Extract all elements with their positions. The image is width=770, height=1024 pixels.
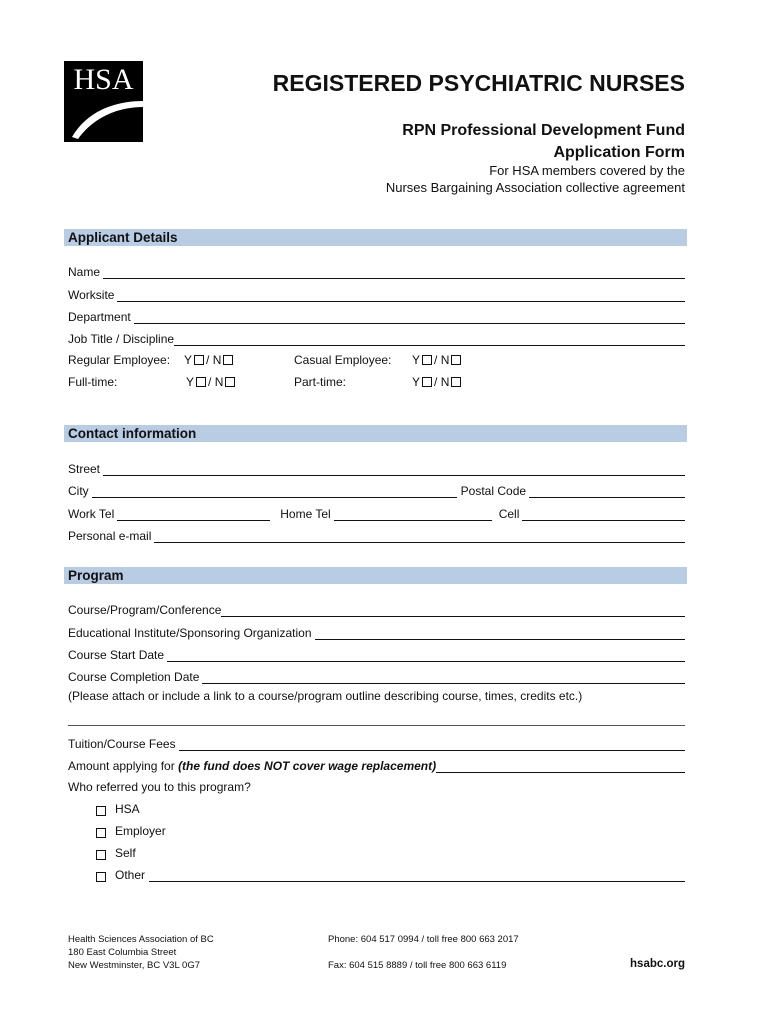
- course-input-line[interactable]: [221, 604, 685, 617]
- fees-input-line[interactable]: [179, 738, 685, 751]
- department-input-line[interactable]: [134, 311, 685, 324]
- cell-input-line[interactable]: [522, 508, 685, 521]
- regular-no-checkbox[interactable]: [223, 355, 233, 365]
- hsa-checkbox[interactable]: [96, 806, 106, 816]
- amount-field[interactable]: [68, 757, 685, 773]
- email-field[interactable]: [68, 527, 685, 543]
- start-date-input-line[interactable]: [167, 649, 685, 662]
- part-time-label: Part-time:: [294, 375, 347, 389]
- start-date-label: Course Start Date: [68, 648, 165, 662]
- amount-input-line[interactable]: [436, 760, 685, 773]
- postal-code-label: Postal Code: [460, 484, 527, 498]
- name-label: Name: [68, 265, 101, 279]
- referral-option-employer[interactable]: Employer: [96, 824, 166, 838]
- eligibility-note-line1: For HSA members covered by the: [489, 163, 685, 178]
- outline-link-line[interactable]: [68, 725, 685, 726]
- casual-yes-checkbox[interactable]: [422, 355, 432, 365]
- completion-date-input-line[interactable]: [202, 671, 685, 684]
- referral-option-hsa[interactable]: HSA: [96, 802, 140, 816]
- phone-row: [68, 505, 685, 521]
- logo-swoosh-icon: [64, 61, 143, 142]
- postal-code-input-line[interactable]: [529, 485, 685, 498]
- full-time-yes-checkbox[interactable]: [196, 377, 206, 387]
- job-title-field[interactable]: [68, 330, 685, 346]
- city-label: City: [68, 484, 89, 498]
- institute-label: Educational Institute/Sponsoring Organization: [68, 626, 312, 640]
- section-heading: Program: [68, 568, 124, 583]
- course-label: Course/Program/Conference: [68, 603, 222, 617]
- email-input-line[interactable]: [154, 530, 685, 543]
- amount-label: Amount applying for (the fund does NOT cover wage replacement): [68, 759, 437, 773]
- section-applicant-details: [64, 229, 687, 246]
- referred-question: Who referred you to this program?: [68, 780, 251, 794]
- job-title-label: Job Title / Discipline: [68, 332, 175, 346]
- full-time-label: Full-time:: [68, 375, 118, 389]
- footer-org: Health Sciences Association of BC: [68, 934, 214, 945]
- footer-phone: Phone: 604 517 0994 / toll free 800 663 2017: [328, 934, 519, 945]
- footer-fax: Fax: 604 515 8889 / toll free 800 663 6119: [328, 960, 507, 971]
- part-time-choice: Y / N: [412, 375, 463, 389]
- fees-label: Tuition/Course Fees: [68, 737, 176, 751]
- full-time-no-checkbox[interactable]: [225, 377, 235, 387]
- work-tel-input-line[interactable]: [117, 508, 270, 521]
- amount-note: (the fund does NOT cover wage replacement): [178, 759, 437, 773]
- institute-input-line[interactable]: [315, 627, 686, 640]
- casual-employee-label: Casual Employee:: [294, 353, 392, 367]
- department-field[interactable]: [68, 308, 685, 324]
- footer-website-link[interactable]: hsabc.org: [630, 958, 685, 970]
- worksite-field[interactable]: [68, 286, 685, 302]
- employer-checkbox[interactable]: [96, 828, 106, 838]
- name-input-line[interactable]: [103, 266, 685, 279]
- section-contact-information: [64, 425, 687, 442]
- cell-label: Cell: [498, 507, 520, 521]
- other-input-line[interactable]: [149, 869, 685, 882]
- city-input-line[interactable]: [92, 485, 457, 498]
- form-subtitle-line1: RPN Professional Development Fund: [402, 122, 685, 139]
- home-tel-label: Home Tel: [280, 507, 331, 521]
- street-input-line[interactable]: [103, 463, 685, 476]
- institute-field[interactable]: [68, 624, 685, 640]
- attach-outline-note: (Please attach or include a link to a course/program outline describing course, times, credits etc.): [68, 689, 583, 703]
- section-heading: Applicant Details: [68, 230, 178, 245]
- city-postal-row: [68, 482, 685, 498]
- page-title: REGISTERED PSYCHIATRIC NURSES: [272, 70, 685, 96]
- regular-employee-choice: Y / N: [184, 353, 235, 367]
- department-label: Department: [68, 310, 131, 324]
- referral-option-other[interactable]: Other: [96, 868, 685, 882]
- street-label: Street: [68, 462, 101, 476]
- part-time-no-checkbox[interactable]: [451, 377, 461, 387]
- regular-employee-label: Regular Employee:: [68, 353, 171, 367]
- footer-address-line2: New Westminster, BC V3L 0G7: [68, 960, 200, 971]
- worksite-label: Worksite: [68, 288, 115, 302]
- street-field[interactable]: [68, 460, 685, 476]
- section-heading: Contact information: [68, 426, 197, 441]
- part-time-yes-checkbox[interactable]: [422, 377, 432, 387]
- other-checkbox[interactable]: [96, 872, 106, 882]
- fees-field[interactable]: [68, 735, 685, 751]
- logo-text: HSA: [73, 63, 134, 96]
- self-checkbox[interactable]: [96, 850, 106, 860]
- referral-option-self[interactable]: Self: [96, 846, 136, 860]
- full-time-choice: Y / N: [186, 375, 237, 389]
- worksite-input-line[interactable]: [117, 289, 685, 302]
- start-date-field[interactable]: [68, 646, 685, 662]
- work-tel-label: Work Tel: [68, 507, 115, 521]
- hsa-logo: [64, 61, 143, 142]
- section-program: [64, 567, 687, 584]
- name-field[interactable]: [68, 263, 685, 279]
- home-tel-input-line[interactable]: [334, 508, 492, 521]
- eligibility-note-line2: Nurses Bargaining Association collective agreement: [385, 180, 685, 195]
- footer-address-line1: 180 East Columbia Street: [68, 947, 177, 958]
- course-field[interactable]: [68, 601, 685, 617]
- completion-date-label: Course Completion Date: [68, 670, 200, 684]
- completion-date-field[interactable]: [68, 668, 685, 684]
- job-title-input-line[interactable]: [174, 333, 685, 346]
- casual-no-checkbox[interactable]: [451, 355, 461, 365]
- email-label: Personal e-mail: [68, 529, 152, 543]
- footer-address: [68, 933, 214, 972]
- casual-employee-choice: Y / N: [412, 353, 463, 367]
- regular-yes-checkbox[interactable]: [194, 355, 204, 365]
- form-subtitle-line2: Application Form: [553, 144, 685, 161]
